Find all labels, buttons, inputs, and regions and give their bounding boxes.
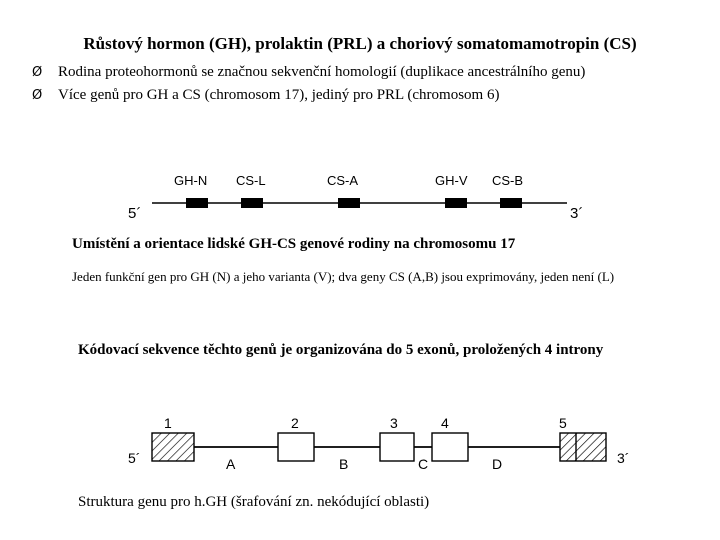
exon-5-label: 5	[559, 415, 567, 431]
intron-a-label: A	[226, 456, 236, 472]
bullet-2-text: Více genů pro GH a CS (chromosom 17), jediný pro PRL (chromosom 6)	[58, 87, 500, 103]
exon-1-label: 1	[164, 415, 172, 431]
exon-4-box	[432, 433, 468, 461]
bullet-1-text: Rodina proteohormonů se značnou sekvenční homologií (duplikace ancestrálního genu)	[58, 64, 586, 80]
intron-c-label: C	[418, 456, 429, 472]
exon-3-box	[380, 433, 414, 461]
gene-structure-caption: Struktura genu pro h.GH (šrafování zn. nekódující oblasti)	[78, 494, 430, 510]
gene-block-cs-l	[241, 198, 263, 208]
gene-3-prime-label: 3´	[617, 450, 630, 466]
exon-2-box	[278, 433, 314, 461]
gene-label-cs-a: CS-A	[327, 173, 359, 188]
gene-label-gh-n: GH-N	[174, 173, 208, 188]
intron-d-label: D	[492, 456, 503, 472]
gene-5-prime-label: 5´	[128, 450, 141, 466]
gene-label-gh-v: GH-V	[435, 173, 468, 188]
cluster-caption: Umístění a orientace lidské GH-CS genové rodiny na chromosomu 17	[72, 236, 516, 252]
gene-label-cs-b: CS-B	[492, 173, 524, 188]
gene-block-cs-b	[500, 198, 522, 208]
exon-4-label: 4	[441, 415, 449, 431]
intron-b-label: B	[339, 456, 349, 472]
gene-label-cs-l: CS-L	[236, 173, 266, 188]
gene-block-gh-v	[445, 198, 467, 208]
arrow-bullet-icon: Ø	[32, 65, 43, 80]
arrow-bullet-icon: Ø	[32, 88, 43, 103]
cluster-note: Jeden funkční gen pro GH (N) a jeho varianta (V); dva geny CS (A,B) jsou exprimovány, jeden není (L)	[72, 269, 615, 284]
exon-2-label: 2	[291, 415, 299, 431]
cluster-3-prime-label: 3´	[570, 205, 584, 222]
cluster-5-prime-label: 5´	[128, 205, 142, 222]
gene-block-cs-a	[338, 198, 360, 208]
exon-5-box	[560, 433, 606, 461]
slide-title: Růstový hormon (GH), prolaktin (PRL) a choriový somatomamotropin (CS)	[83, 34, 637, 53]
exon-description: Kódovací sekvence těchto genů je organizována do 5 exonů, proložených 4 introny	[78, 342, 604, 358]
exon-1-box	[152, 433, 194, 461]
exon-3-label: 3	[390, 415, 398, 431]
gene-block-gh-n	[186, 198, 208, 208]
